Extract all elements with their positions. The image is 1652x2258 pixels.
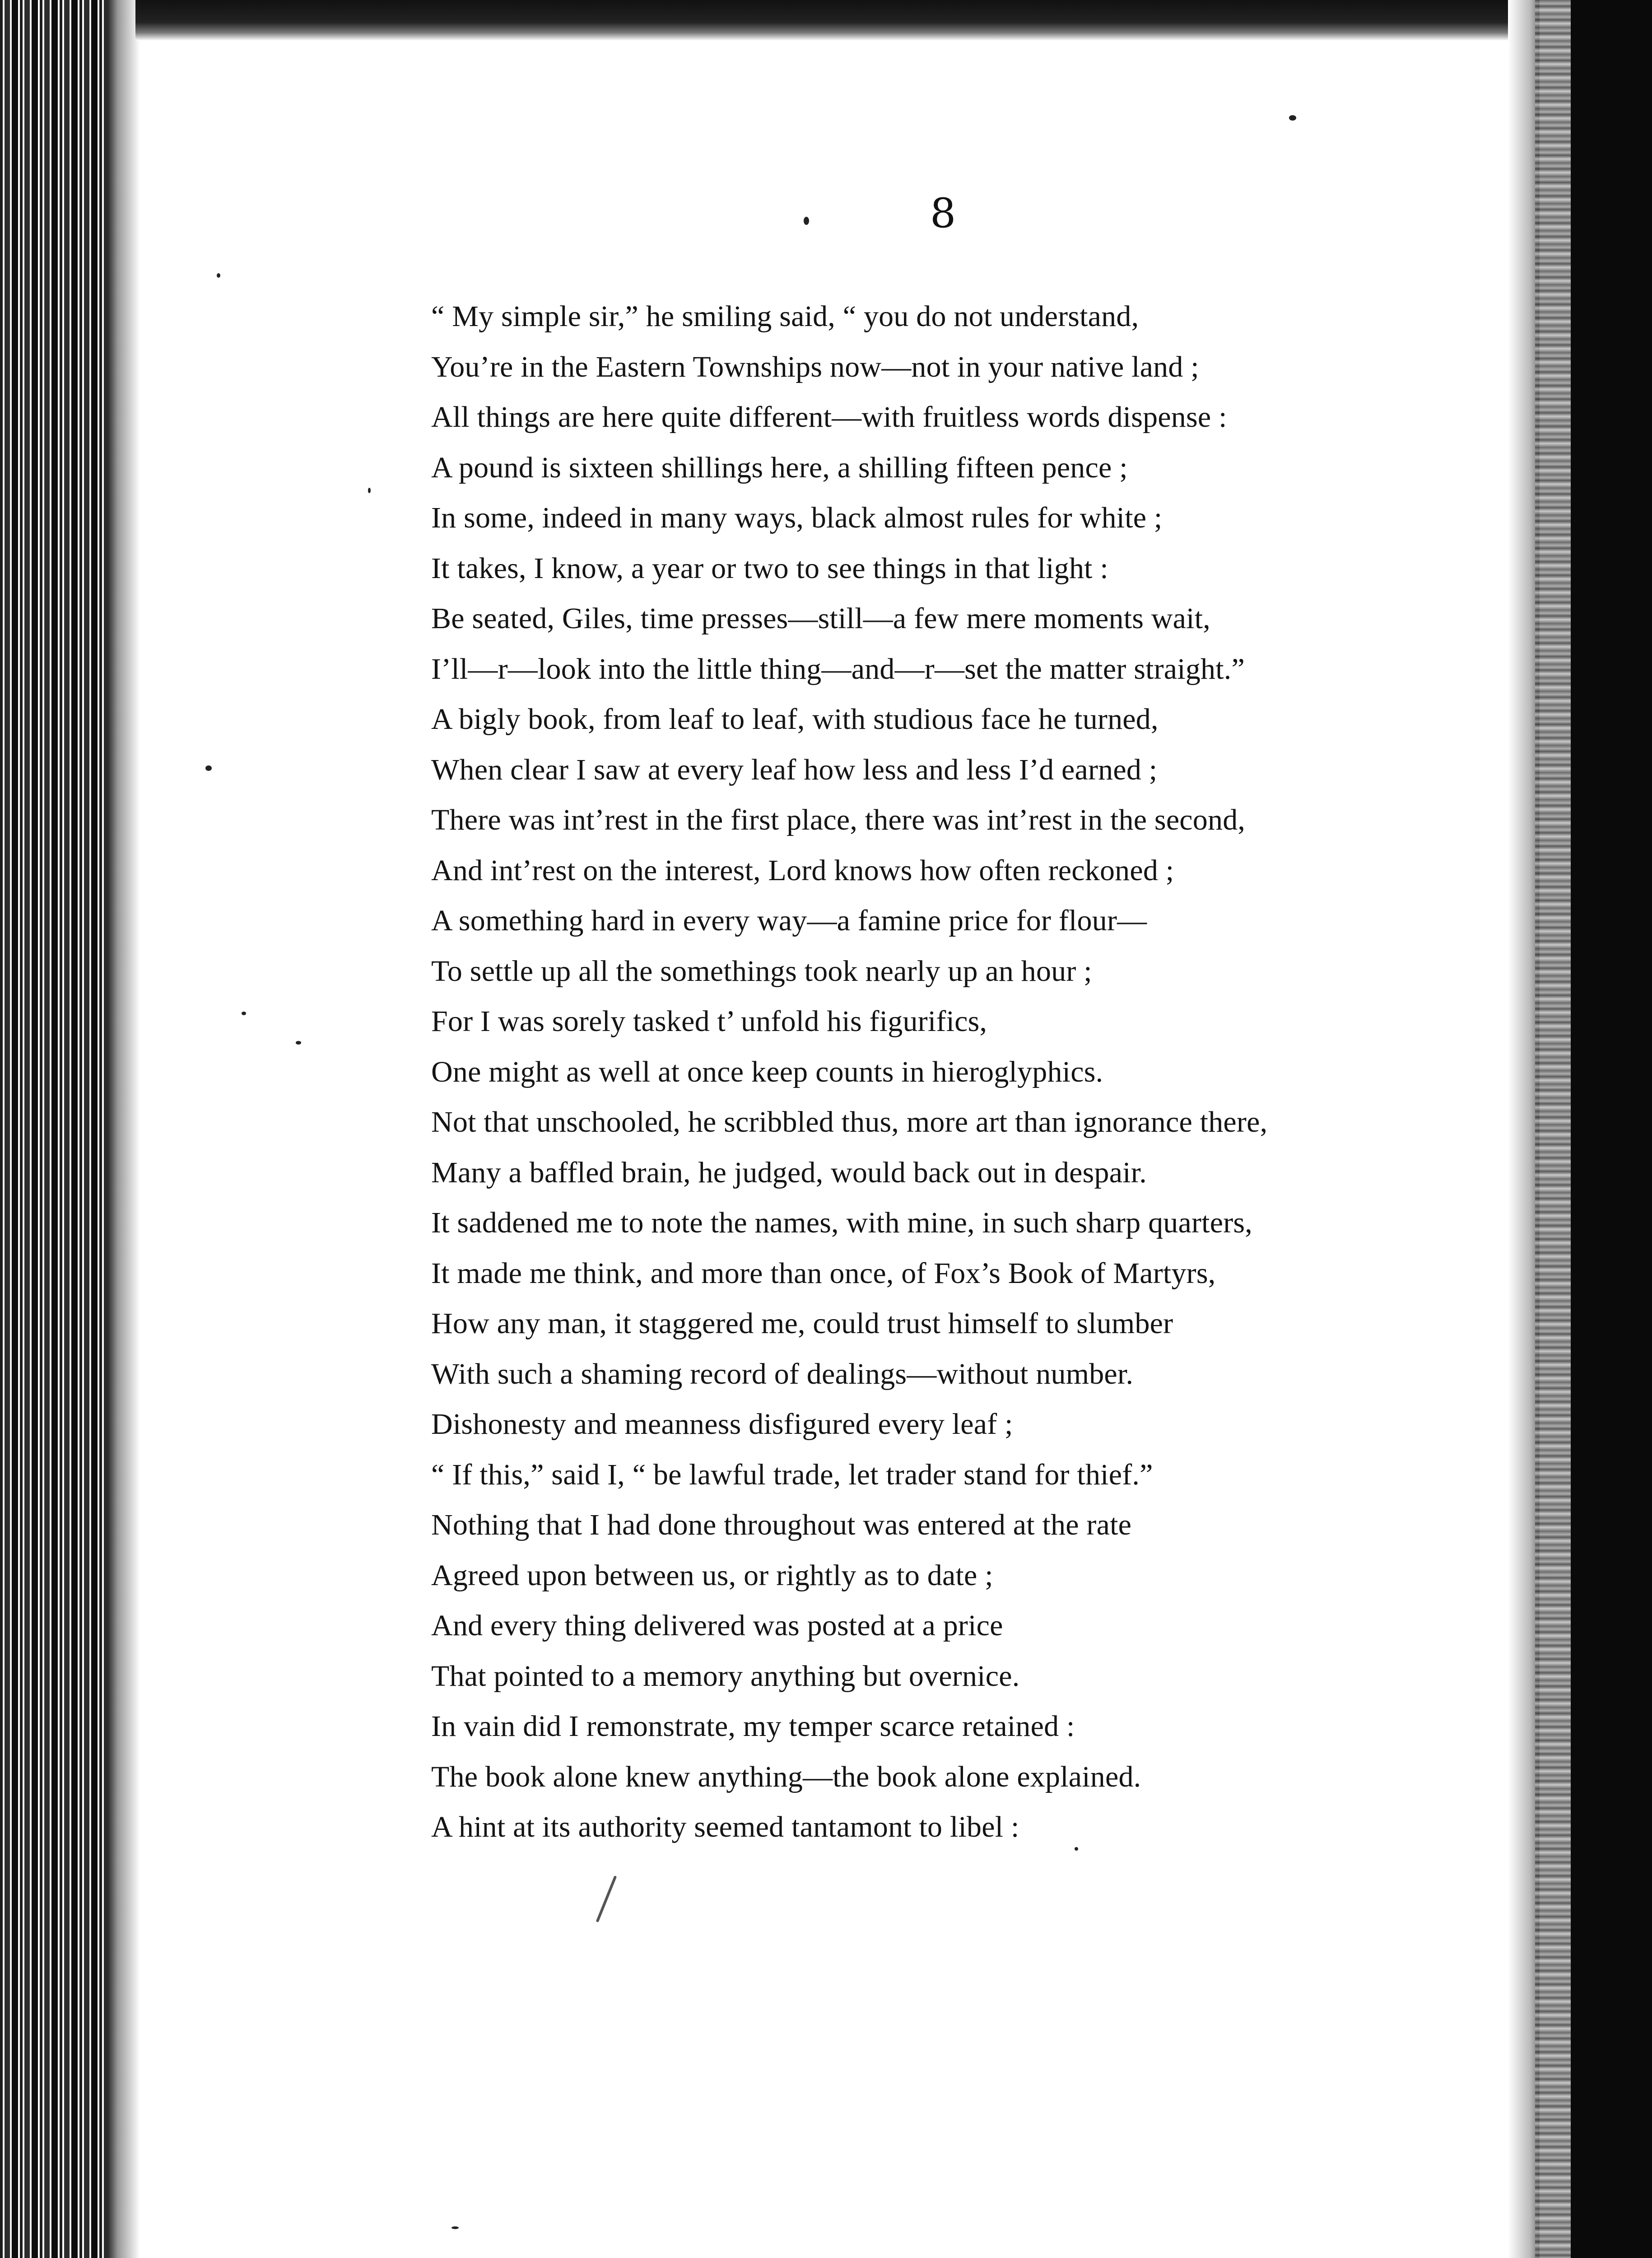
scan-speck	[1075, 1847, 1078, 1851]
poem-line: It takes, I know, a year or two to see things in that light :	[431, 551, 1108, 585]
bleed-through-right	[1535, 0, 1571, 2258]
scan-edge-top	[135, 0, 1535, 41]
poem-line: That pointed to a memory anything but overnice.	[431, 1659, 1020, 1693]
scan-speck	[451, 2226, 459, 2229]
poem-line: One might as well at once keep counts in hieroglyphics.	[431, 1055, 1103, 1088]
poem-line: When clear I saw at every leaf how less and less I’d earned ;	[431, 753, 1158, 786]
poem-line: In vain did I remonstrate, my temper scarce retained :	[431, 1710, 1075, 1743]
poem-line: It saddened me to note the names, with mine, in such sharp quarters,	[431, 1206, 1252, 1239]
poem-line: How any man, it staggered me, could trust himself to slumber	[431, 1307, 1173, 1340]
page-number: 8	[930, 190, 956, 237]
poem-line: Be seated, Giles, time presses—still—a few mere moments wait,	[431, 602, 1210, 635]
poem-line: “ My simple sir,” he smiling said, “ you do not understand,	[431, 300, 1139, 333]
scan-speck	[804, 217, 809, 225]
poem-line: “ If this,” said I, “ be lawful trade, let trader stand for thief.”	[431, 1458, 1153, 1491]
poem-line: It made me think, and more than once, of Fox’s Book of Martyrs,	[431, 1256, 1216, 1290]
poem-line: A something hard in every way—a famine price for flour—	[431, 904, 1147, 937]
scan-speck	[1289, 115, 1296, 121]
poem-line: All things are here quite different—with fruitless words dispense :	[431, 401, 1227, 434]
poem-line: Agreed upon between us, or rightly as to date ;	[431, 1558, 993, 1592]
scan-speck	[296, 1041, 301, 1045]
scan-speck	[205, 765, 212, 771]
poem-line: I’ll—r—look into the little thing—and—r—set the matter straight.”	[431, 652, 1245, 686]
poem-line: With such a shaming record of dealings—without number.	[431, 1357, 1134, 1390]
poem-line: For I was sorely tasked t’ unfold his figurifics,	[431, 1005, 987, 1038]
poem-line: And int’rest on the interest, Lord knows how often reckoned ;	[431, 854, 1174, 887]
scan-edge-right	[1571, 0, 1652, 2258]
scan-speck	[242, 1012, 246, 1015]
scan-speck	[596, 1875, 617, 1922]
scan-speck	[368, 488, 371, 493]
poem-line: A hint at its authority seemed tantamont to libel :	[431, 1810, 1019, 1843]
poem-text	[431, 291, 1470, 1852]
poem-line: You’re in the Eastern Townships now—not in your native land ;	[431, 350, 1199, 383]
poem-line: A bigly book, from leaf to leaf, with studious face he turned,	[431, 703, 1159, 736]
poem-line: The book alone knew anything—the book alone explained.	[431, 1760, 1141, 1793]
poem-line: Not that unschooled, he scribbled thus, more art than ignorance there,	[431, 1106, 1268, 1138]
poem-line: There was int’rest in the first place, there was int’rest in the second,	[431, 803, 1246, 836]
poem-line: To settle up all the somethings took nearly up an hour ;	[431, 954, 1092, 988]
poem-line: In some, indeed in many ways, black almost rules for white ;	[431, 501, 1163, 534]
poem-line: And every thing delivered was posted at a price	[431, 1609, 1003, 1642]
poem-line: Dishonesty and meanness disfigured every leaf ;	[431, 1408, 1013, 1441]
scan-speck	[217, 273, 220, 278]
poem-line: A pound is sixteen shillings here, a shilling fifteen pence ;	[431, 451, 1128, 484]
binding-shadow-left	[108, 0, 140, 2258]
poem-line: Nothing that I had done throughout was entered at the rate	[431, 1508, 1132, 1541]
poem-line: Many a baffled brain, he judged, would back out in despair.	[431, 1156, 1147, 1189]
